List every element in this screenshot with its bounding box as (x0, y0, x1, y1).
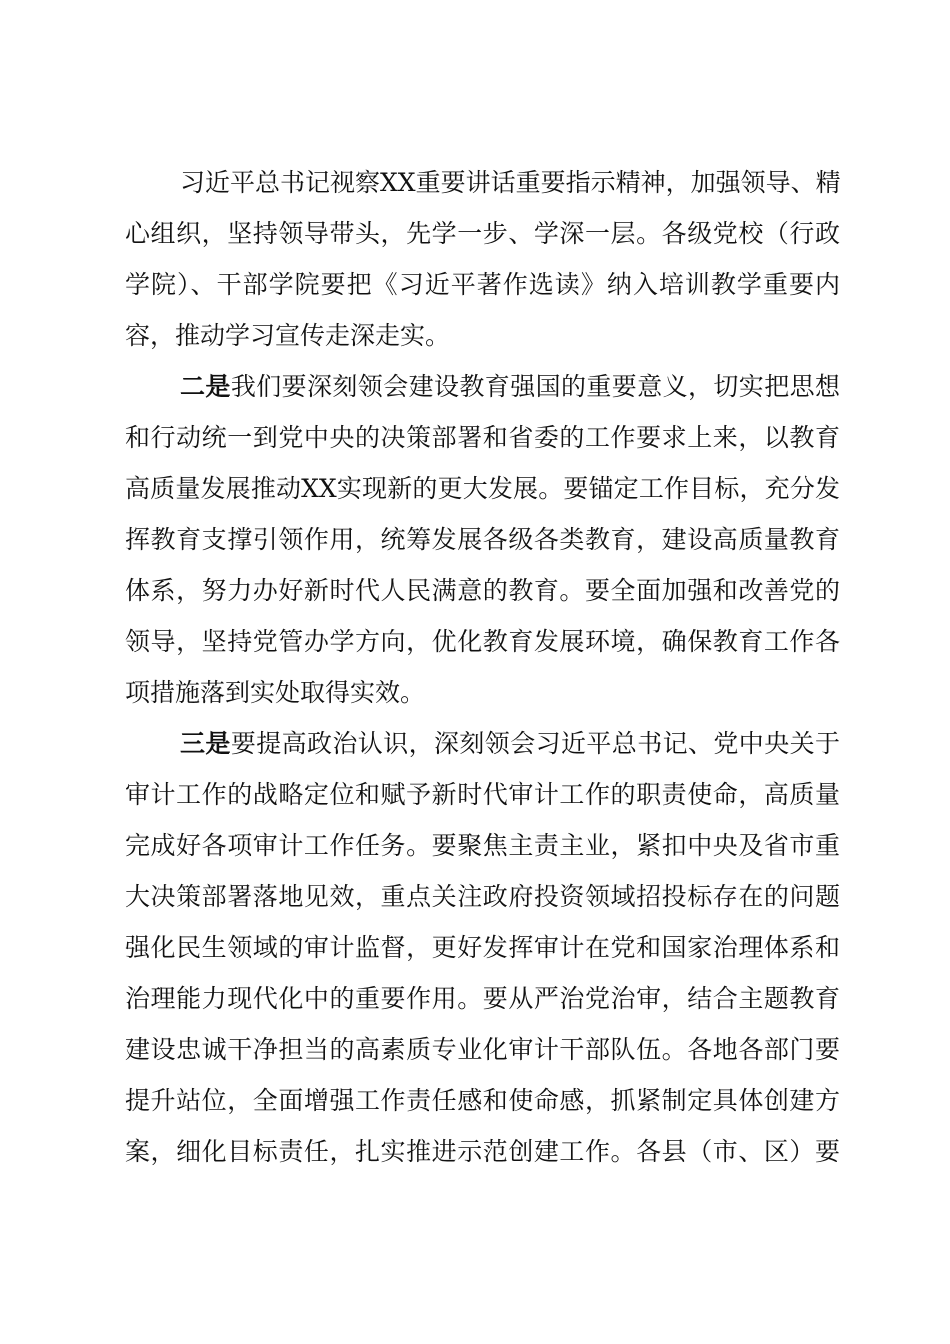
text-line: 学院）、干部学院要把《习近平著作选读》纳入培训教学重要内 (125, 270, 840, 299)
text-line: 案，细化目标责任，扎实推进示范创建工作。各县（市、区）要 (125, 1137, 840, 1166)
text-line (125, 361, 840, 412)
text-line: 习近平总书记视察XX重要讲话重要指示精神，加强领导、精 (180, 168, 841, 197)
text-line: 审计工作的战略定位和赋予新时代审计工作的职责使命，高质量 (125, 780, 840, 809)
text-line: 体系，努力办好新时代人民满意的教育。要全面加强和改善党的 (125, 576, 840, 605)
point-lead: 三是 (180, 729, 231, 758)
text-line: 完成好各项审计工作任务。要聚焦主责主业，紧扣中央及省市重 (125, 831, 840, 860)
text-line: 建设忠诚干净担当的高素质专业化审计干部队伍。各地各部门要 (125, 1035, 840, 1064)
text-line: 挥教育支撑引领作用，统筹发展各级各类教育，建设高质量教育 (125, 525, 840, 554)
text-line-body: 我们要深刻领会建设教育强国的重要意义，切实把思想 (230, 372, 840, 401)
point-lead: 二是 (180, 372, 231, 401)
text-line: 强化民生领域的审计监督，更好发挥审计在党和国家治理体系和 (125, 933, 840, 962)
text-line: 提升站位，全面增强工作责任感和使命感，抓紧制定具体创建方 (125, 1086, 840, 1115)
text-line: 项措施落到实处取得实效。 (125, 678, 426, 707)
text-line: 心组织，坚持领导带头，先学一步、学深一层。各级党校（行政 (125, 219, 840, 248)
text-line: 大决策部署落地见效，重点关注政府投资领域招投标存在的问题 (125, 882, 840, 911)
text-line: 和行动统一到党中央的决策部署和省委的工作要求上来，以教育 (125, 423, 840, 452)
text-line: 治理能力现代化中的重要作用。要从严治党治审，结合主题教育 (125, 984, 840, 1013)
document-page (125, 157, 840, 1177)
text-line: 容，推动学习宣传走深走实。 (125, 321, 451, 350)
text-line: 领导，坚持党管办学方向，优化教育发展环境，确保教育工作各 (125, 627, 840, 656)
text-line: 高质量发展推动XX实现新的更大发展。要锚定工作目标，充分发 (125, 474, 840, 503)
text-line (125, 718, 840, 769)
paragraph-point-three (125, 718, 840, 1177)
text-line-body: 要提高政治认识，深刻领会习近平总书记、党中央关于 (230, 729, 840, 758)
paragraph-point-two (125, 361, 840, 718)
paragraph-continuation (125, 157, 840, 361)
